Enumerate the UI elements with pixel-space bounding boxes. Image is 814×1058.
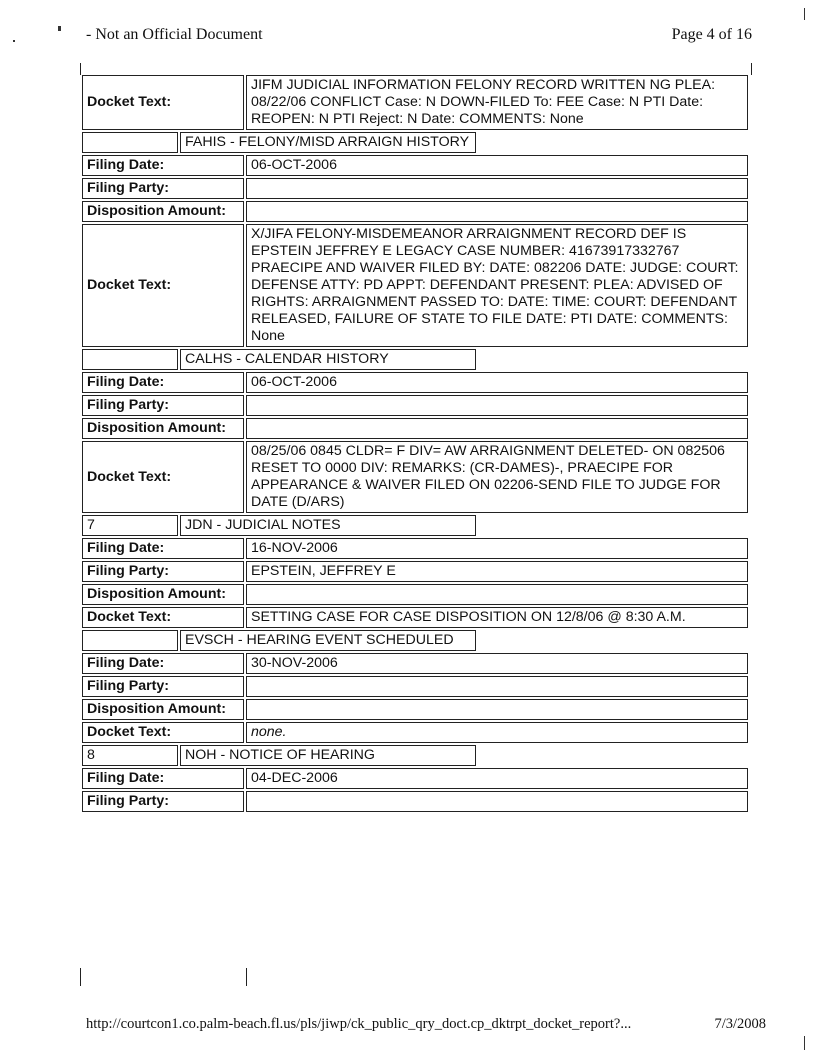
filing-party-row — [82, 791, 748, 812]
entry-header-row — [82, 515, 748, 536]
entry-header-row — [82, 745, 748, 766]
filing-party-row — [82, 676, 748, 697]
scan-speck — [13, 40, 15, 42]
filing-party-value — [246, 178, 748, 199]
disposition-amount-row — [82, 201, 748, 222]
header-title: - Not an Official Document — [86, 26, 263, 43]
entry-header-spacer — [478, 132, 748, 153]
filing-party-value — [246, 395, 748, 416]
disposition-amount-row — [82, 699, 748, 720]
docket-text-row — [82, 607, 748, 628]
docket-text-value: JIFM JUDICIAL INFORMATION FELONY RECORD WRITTEN NG PLEA: 08/22/06 CONFLICT Case: N DOWN-FILED To: FEE Case: N PTI Date: REOPEN: N PTI Reject: N Date: COMMENTS: None — [246, 75, 748, 130]
disposition-amount-value — [246, 418, 748, 439]
filing-date-row — [82, 155, 748, 176]
entry-code: EVSCH - HEARING EVENT SCHEDULED — [180, 630, 476, 651]
filing-party-row — [82, 561, 748, 582]
entry-code: JDN - JUDICIAL NOTES — [180, 515, 476, 536]
docket-text-row — [82, 441, 748, 513]
entry-header-spacer — [478, 745, 748, 766]
entry-header-row — [82, 132, 748, 153]
filing-party-label: Filing Party: — [82, 395, 244, 416]
filing-date-label: Filing Date: — [82, 372, 244, 393]
filing-date-label: Filing Date: — [82, 768, 244, 789]
docket-report — [80, 73, 750, 814]
filing-date-row — [82, 768, 748, 789]
entry-code: NOH - NOTICE OF HEARING — [180, 745, 476, 766]
page-footer — [86, 1016, 766, 1033]
filing-date-row — [82, 372, 748, 393]
filing-date-value: 16-NOV-2006 — [246, 538, 748, 559]
disposition-amount-label: Disposition Amount: — [82, 699, 244, 720]
entry-number — [82, 349, 178, 370]
docket-text-label: Docket Text: — [82, 722, 244, 743]
header-page-number: Page 4 of 16 — [671, 26, 752, 43]
docket-text-value: X/JIFA FELONY-MISDEMEANOR ARRAIGNMENT RECORD DEF IS EPSTEIN JEFFREY E LEGACY CASE NUMBER: 41673917332767 PRAECIPE AND WAIVER FILED BY: DATE: 082206 DATE: JUDGE: COURT: DEFENSE ATTY: PD APPT: DEFENDANT PRESENT: PLEA: ADVISED OF RIGHTS: ARRAIGNMENT PASSED TO: DATE: TIME: COURT: DEFENDANT RELEASED, FAILURE OF STATE TO FILE DATE: PTI DATE: COMMENTS: None — [246, 224, 748, 347]
docket-text-label: Docket Text: — [82, 607, 244, 628]
scan-speck — [804, 1036, 805, 1050]
docket-text-label: Docket Text: — [82, 224, 244, 347]
filing-date-label: Filing Date: — [82, 538, 244, 559]
disposition-amount-row — [82, 584, 748, 605]
entry-header-spacer — [478, 515, 748, 536]
filing-party-label: Filing Party: — [82, 791, 244, 812]
filing-date-value: 06-OCT-2006 — [246, 155, 748, 176]
docket-text-value: 08/25/06 0845 CLDR= F DIV= AW ARRAIGNMENT DELETED- ON 082506 RESET TO 0000 DIV: REMARKS: (CR-DAMES)-, PRAECIPE FOR APPEARANCE & WAIVER FILED ON 02206-SEND FILE TO JUDGE FOR DATE (D/ARS) — [246, 441, 748, 513]
disposition-amount-value — [246, 201, 748, 222]
filing-date-value: 06-OCT-2006 — [246, 372, 748, 393]
filing-date-row — [82, 538, 748, 559]
docket-text-row — [82, 722, 748, 743]
docket-text-label: Docket Text: — [82, 441, 244, 513]
entry-header-row — [82, 349, 748, 370]
entry-number — [82, 630, 178, 651]
filing-party-value: EPSTEIN, JEFFREY E — [246, 561, 748, 582]
filing-party-label: Filing Party: — [82, 561, 244, 582]
disposition-amount-value — [246, 699, 748, 720]
footer-url: http://courtcon1.co.palm-beach.fl.us/pls/jiwp/ck_public_qry_doct.cp_dktrpt_docket_report?... — [86, 1016, 632, 1032]
disposition-amount-label: Disposition Amount: — [82, 201, 244, 222]
filing-date-value: 30-NOV-2006 — [246, 653, 748, 674]
docket-text-value: SETTING CASE FOR CASE DISPOSITION ON 12/8/06 @ 8:30 A.M. — [246, 607, 748, 628]
filing-party-value — [246, 791, 748, 812]
entry-number — [82, 132, 178, 153]
disposition-amount-row — [82, 418, 748, 439]
disposition-amount-value — [246, 584, 748, 605]
entry-code: FAHIS - FELONY/MISD ARRAIGN HISTORY — [180, 132, 476, 153]
filing-party-label: Filing Party: — [82, 178, 244, 199]
filing-party-row — [82, 395, 748, 416]
docket-text-row — [82, 75, 748, 130]
entry-header-row — [82, 630, 748, 651]
filing-date-label: Filing Date: — [82, 653, 244, 674]
disposition-amount-label: Disposition Amount: — [82, 584, 244, 605]
table-bottom-edge — [80, 968, 750, 986]
entry-header-spacer — [478, 349, 748, 370]
filing-party-row — [82, 178, 748, 199]
scan-speck — [804, 8, 805, 20]
entry-number: 7 — [82, 515, 178, 536]
scan-speck — [58, 26, 61, 31]
docket-text-value: none. — [246, 722, 748, 743]
docket-text-row — [82, 224, 748, 347]
entry-number: 8 — [82, 745, 178, 766]
entry-header-spacer — [478, 630, 748, 651]
disposition-amount-label: Disposition Amount: — [82, 418, 244, 439]
filing-date-value: 04-DEC-2006 — [246, 768, 748, 789]
filing-party-label: Filing Party: — [82, 676, 244, 697]
docket-text-label: Docket Text: — [82, 75, 244, 130]
filing-date-label: Filing Date: — [82, 155, 244, 176]
docket-table — [80, 73, 750, 814]
footer-date: 7/3/2008 — [714, 1016, 766, 1032]
entry-code: CALHS - CALENDAR HISTORY — [180, 349, 476, 370]
filing-party-value — [246, 676, 748, 697]
filing-date-row — [82, 653, 748, 674]
